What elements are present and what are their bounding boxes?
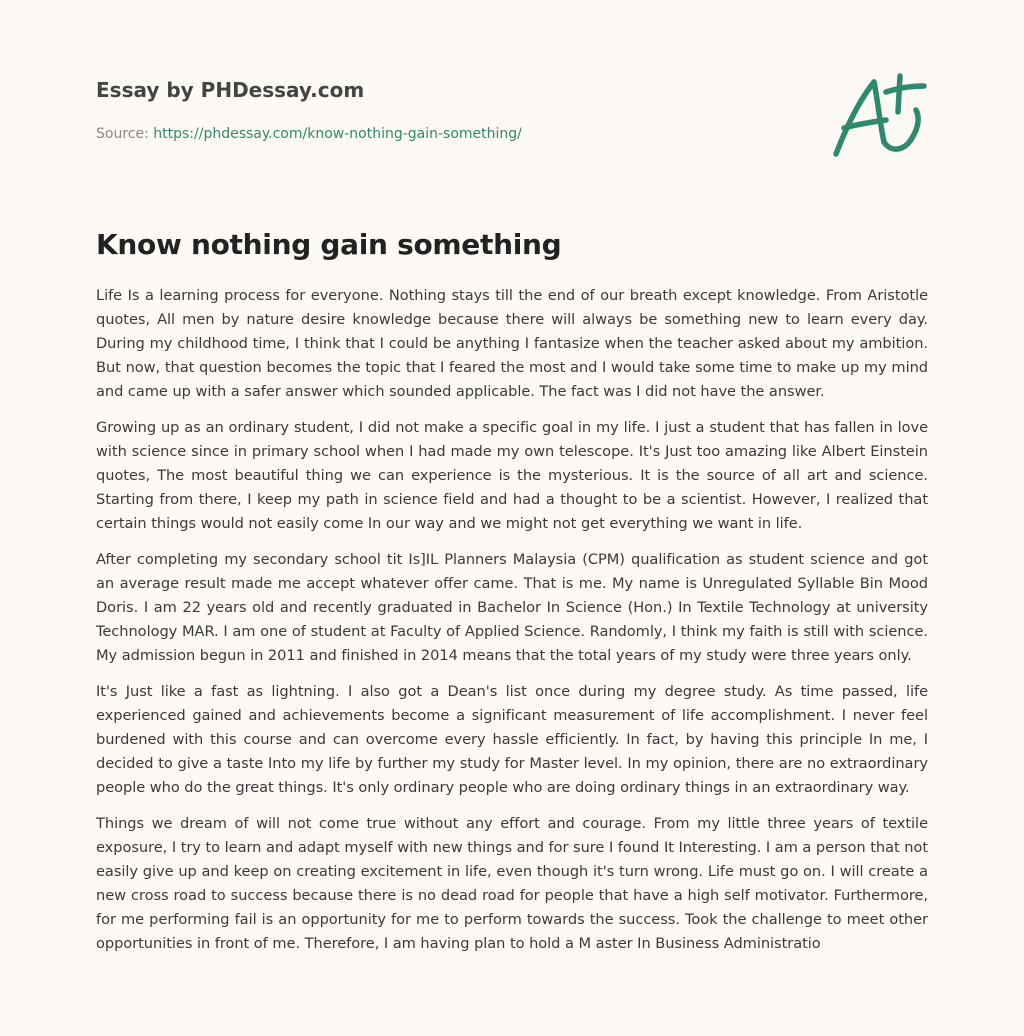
page-header — [96, 76, 928, 166]
site-title: Essay by PHDessay.com — [96, 78, 365, 102]
a-plus-logo-icon — [828, 68, 928, 164]
source-label: Source: — [96, 126, 149, 142]
source-line — [96, 124, 522, 144]
essay-paragraph: After completing my secondary school tit Is]IL Planners Malaysia (CPM) qualification as student science and got an average result made me accept whatever offer came. That is me. My name is Unregulated Syllable Bin Mood Doris. I am 22 years old and recently graduated in Bachelor In Science (Hon.) In Textile Technology at university Technology MAR. I am one of student at Faculty of Applied Science. Randomly, I think my faith is still with science. My admission begun in 2011 and finished in 2014 means that the total years of my study were three years only. — [96, 551, 928, 664]
essay-body — [96, 284, 928, 968]
essay-title: Know nothing gain something — [96, 228, 562, 261]
essay-paragraph: Things we dream of will not come true without any effort and courage. From my little three years of textile exposure, I try to learn and adapt myself with new things and for sure I found It Interesting. I am a person that not easily give up and keep on creating excitement in life, even though it's turn wrong. Life must go on. I will create a new cross road to success because there is no dead road for people that have a high self motivator. Furthermore, for me performing fail is an opportunity for me to perform towards the success. Took the challenge to meet other opportunities in front of me. Therefore, I am having plan to hold a M aster In Business Administratio — [96, 815, 928, 952]
source-link[interactable]: https://phdessay.com/know-nothing-gain-something/ — [153, 126, 522, 142]
essay-paragraph: Growing up as an ordinary student, I did not make a specific goal in my life. I just a student that has fallen in love with science since in primary school when I had made my own telescope. It's Just too amazing like Albert Einstein quotes, The most beautiful thing we can experience is the mysterious. It is the source of all art and science. Starting from there, I keep my path in science field and had a thought to be a scientist. However, I realized that certain things would not easily come In our way and we might not get everything we want in life. — [96, 419, 928, 532]
essay-paragraph: It's Just like a fast as lightning. I also got a Dean's list once during my degree study. As time passed, life experienced gained and achievements become a significant measurement of life accomplishment. I never feel burdened with this course and can overcome every hassle efficiently. In fact, by having this principle In me, I decided to give a taste Into my life by further my study for Master level. In my opinion, there are no extraordinary people who do the great things. It's only ordinary people who are doing ordinary things in an extraordinary way. — [96, 683, 928, 796]
essay-paragraph: Life Is a learning process for everyone. Nothing stays till the end of our breath except knowledge. From Aristotle quotes, All men by nature desire knowledge because there will always be something new to learn every day. During my childhood time, I think that I could be anything I fantasize when the teacher asked about my ambition. But now, that question becomes the topic that I feared the most and I would take some time to make up my mind and came up with a safer answer which sounded applicable. The fact was I did not have the answer. — [96, 287, 928, 400]
